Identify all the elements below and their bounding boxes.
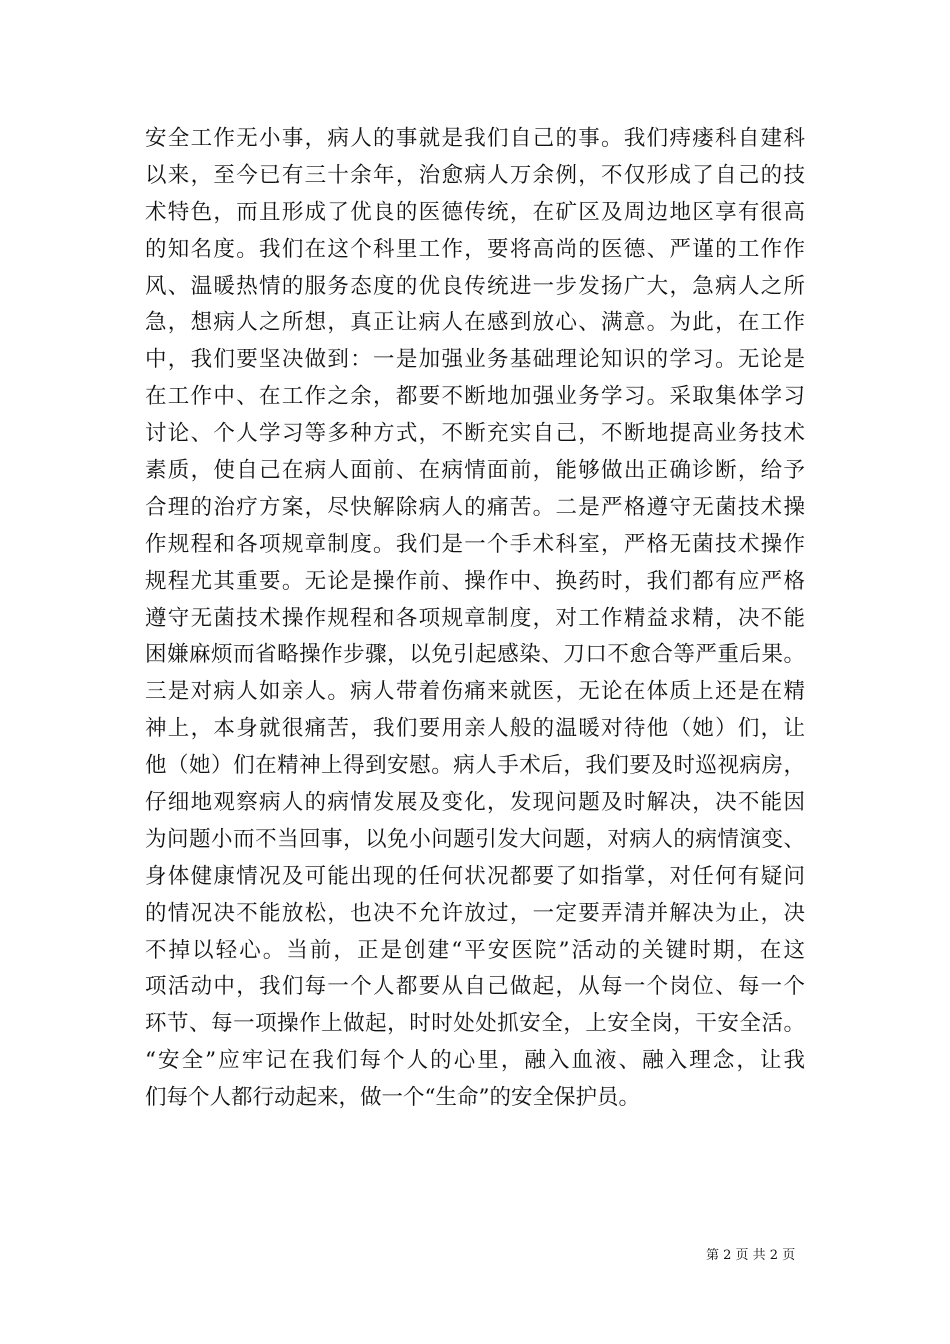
paragraph-line: 为问题小而不当回事，以免小问题引发大问题，对病人的病情演变、 (145, 826, 805, 852)
paragraph-line: 作规程和各项规章制度。我们是一个手术科室，严格无菌技术操作 (145, 531, 805, 557)
paragraph-line: 环节、每一项操作上做起，时时处处抓安全，上安全岗，干安全活。 (145, 1011, 805, 1037)
page-number-footer (706, 1247, 816, 1265)
page-number-label: 第 2 页 共 2 页 (706, 1248, 796, 1263)
paragraph-line: 规程尤其重要。无论是操作前、操作中、换药时，我们都有应严格 (145, 568, 805, 594)
paragraph-line: 风、温暖热情的服务态度的优良传统进一步发扬广大，急病人之所 (145, 273, 805, 299)
paragraph-line: 不掉以轻心。当前，正是创建“平安医院”活动的关键时期，在这 (145, 937, 805, 963)
paragraph-line: 的情况决不能放松，也决不允许放过，一定要弄清并解决为止，决 (145, 900, 805, 926)
paragraph-line: 以来，至今已有三十余年，治愈病人万余例，不仅形成了自己的技 (145, 162, 805, 188)
paragraph-line: 们每个人都行动起来，做一个“生命”的安全保护员。 (145, 1085, 640, 1111)
paragraph-line: 三是对病人如亲人。病人带着伤痛来就医，无论在体质上还是在精 (145, 679, 805, 705)
paragraph-line: 神上，本身就很痛苦，我们要用亲人般的温暖对待他（她）们，让 (145, 716, 805, 742)
paragraph-line: 合理的治疗方案，尽快解除病人的痛苦。二是严格遵守无菌技术操 (145, 494, 805, 520)
paragraph-line: 中，我们要坚决做到：一是加强业务基础理论知识的学习。无论是 (145, 347, 805, 373)
paragraph-line: 安全工作无小事，病人的事就是我们自己的事。我们痔瘘科自建科 (145, 126, 805, 151)
paragraph-line: 项活动中，我们每一个人都要从自己做起，从每一个岗位、每一个 (145, 974, 805, 1000)
paragraph-line: 他（她）们在精神上得到安慰。病人手术后，我们要及时巡视病房， (145, 753, 805, 779)
paragraph-line: 讨论、个人学习等多种方式，不断充实自己，不断地提高业务技术 (145, 421, 805, 447)
paragraph-line: 遵守无菌技术操作规程和各项规章制度，对工作精益求精，决不能 (145, 605, 805, 631)
paragraph-line: 素质，使自己在病人面前、在病情面前，能够做出正确诊断，给予 (145, 458, 805, 484)
paragraph-line: 困嫌麻烦而省略操作步骤，以免引起感染、刀口不愈合等严重后果。 (145, 642, 805, 668)
paragraph-line: 仔细地观察病人的病情发展及变化，发现问题及时解决，决不能因 (145, 790, 805, 816)
paragraph-line: 身体健康情况及可能出现的任何状况都要了如指掌，对任何有疑问 (145, 863, 805, 889)
paragraph-line: 急，想病人之所想，真正让病人在感到放心、满意。为此，在工作 (145, 310, 805, 336)
paragraph-line: 的知名度。我们在这个科里工作，要将高尚的医德、严谨的工作作 (145, 236, 805, 262)
paragraph-line: 术特色，而且形成了优良的医德传统，在矿区及周边地区享有很高 (145, 199, 805, 225)
paragraph-line: 在工作中、在工作之余，都要不断地加强业务学习。采取集体学习 (145, 384, 805, 410)
body-paragraph (145, 121, 805, 1117)
paragraph-line: “安全”应牢记在我们每个人的心里，融入血液、融入理念，让我 (145, 1048, 805, 1074)
